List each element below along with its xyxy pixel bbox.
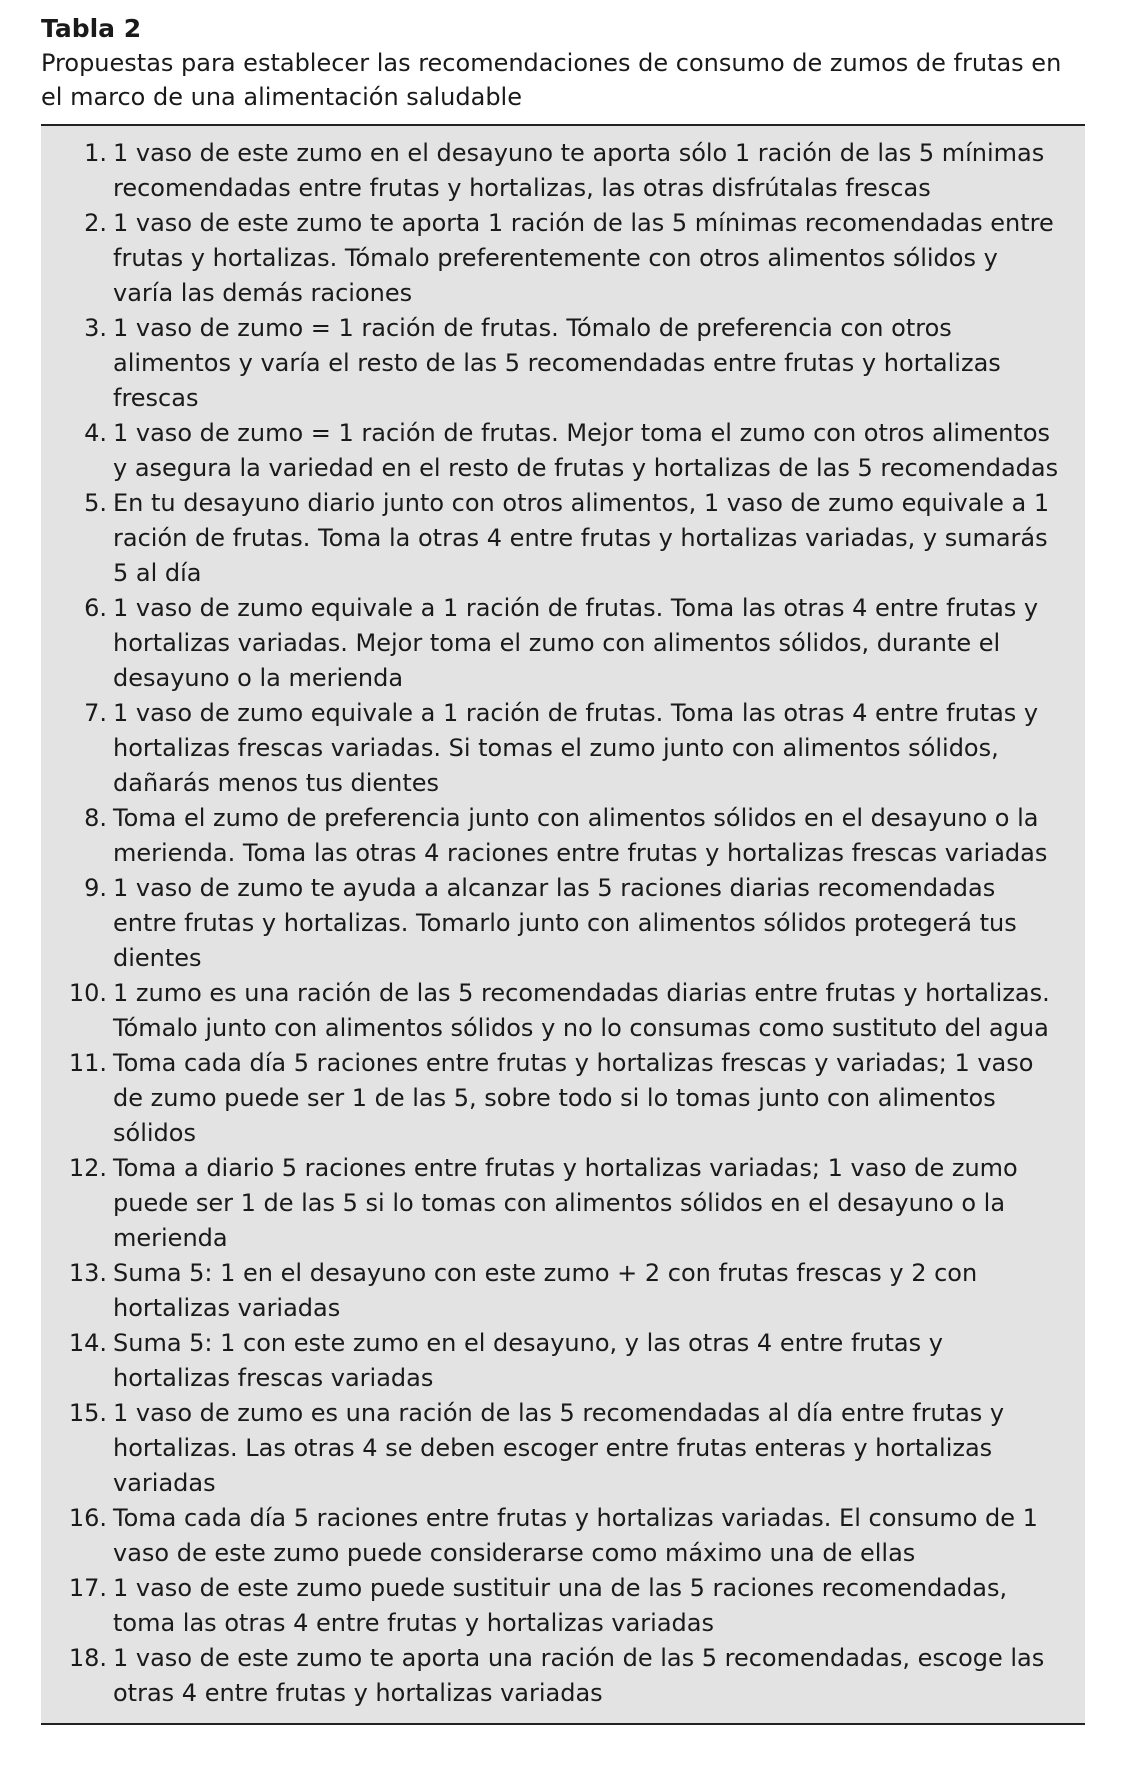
item-number: 1. bbox=[84, 139, 107, 167]
list-item bbox=[41, 1151, 1085, 1256]
list-item bbox=[41, 801, 1085, 871]
list-item bbox=[41, 591, 1085, 696]
item-text: 1 zumo es una ración de las 5 recomendadas diarias entre frutas y hortalizas. Tómalo junto con alimentos sólidos y no lo consumas como sustituto del agua bbox=[113, 979, 1050, 1042]
item-number: 7. bbox=[84, 699, 107, 727]
item-text: 1 vaso de este zumo te aporta una ración de las 5 recomendadas, escoge las otras 4 entre frutas y hortalizas variadas bbox=[113, 1644, 1045, 1707]
item-number: 4. bbox=[84, 419, 107, 447]
recommendation-list bbox=[41, 136, 1085, 1711]
list-item bbox=[41, 1326, 1085, 1396]
item-text: Toma el zumo de preferencia junto con alimentos sólidos en el desayuno o la merienda. Toma las otras 4 raciones entre frutas y hortalizas frescas variadas bbox=[113, 804, 1048, 867]
item-number: 18. bbox=[68, 1644, 107, 1672]
item-number: 6. bbox=[84, 594, 107, 622]
item-text: 1 vaso de zumo es una ración de las 5 recomendadas al día entre frutas y hortalizas. Las otras 4 se deben escoger entre frutas enteras y hortalizas variadas bbox=[113, 1399, 1005, 1497]
item-text: 1 vaso de zumo te ayuda a alcanzar las 5 raciones diarias recomendadas entre frutas y hortalizas. Tomarlo junto con alimentos sólidos protegerá tus dientes bbox=[113, 874, 1017, 972]
item-text: Suma 5: 1 en el desayuno con este zumo + 2 con frutas frescas y 2 con hortalizas variadas bbox=[113, 1259, 978, 1322]
item-text: 1 vaso de zumo = 1 ración de frutas. Tómalo de preferencia con otros alimentos y varía el resto de las 5 recomendadas entre frutas y hortalizas frescas bbox=[113, 314, 1001, 412]
item-text: 1 vaso de este zumo puede sustituir una de las 5 raciones recomendadas, toma las otras 4 entre frutas y hortalizas variadas bbox=[113, 1574, 1008, 1637]
list-item bbox=[41, 486, 1085, 591]
item-text: 1 vaso de zumo equivale a 1 ración de frutas. Toma las otras 4 entre frutas y hortalizas variadas. Mejor toma el zumo con alimentos sólidos, durante el desayuno o la merienda bbox=[113, 594, 1039, 692]
item-text: En tu desayuno diario junto con otros alimentos, 1 vaso de zumo equivale a 1 ración de frutas. Toma la otras 4 entre frutas y hortalizas variadas, y sumarás 5 al día bbox=[113, 489, 1050, 587]
item-text: Suma 5: 1 con este zumo en el desayuno, y las otras 4 entre frutas y hortalizas frescas variadas bbox=[113, 1329, 943, 1392]
list-item bbox=[41, 1256, 1085, 1326]
item-number: 13. bbox=[68, 1259, 107, 1287]
item-text: Toma a diario 5 raciones entre frutas y hortalizas variadas; 1 vaso de zumo puede ser 1 de las 5 si lo tomas con alimentos sólidos en el desayuno o la merienda bbox=[113, 1154, 1018, 1252]
item-text: 1 vaso de este zumo te aporta 1 ración de las 5 mínimas recomendadas entre frutas y hortalizas. Tómalo preferentemente con otros alimentos sólidos y varía las demás raciones bbox=[113, 209, 1054, 307]
item-number: 9. bbox=[84, 874, 107, 902]
item-number: 15. bbox=[68, 1399, 107, 1427]
table-body bbox=[41, 124, 1085, 1725]
item-number: 10. bbox=[68, 979, 107, 1007]
list-item bbox=[41, 136, 1085, 206]
item-number: 5. bbox=[84, 489, 107, 517]
list-item bbox=[41, 1046, 1085, 1151]
table-caption: Propuestas para establecer las recomendaciones de consumo de zumos de frutas en el marco de una alimentación saludable bbox=[41, 49, 1062, 111]
item-number: 3. bbox=[84, 314, 107, 342]
table-label: Tabla 2 bbox=[41, 14, 142, 43]
item-number: 11. bbox=[68, 1049, 107, 1077]
item-number: 12. bbox=[68, 1154, 107, 1182]
item-number: 17. bbox=[68, 1574, 107, 1602]
list-item bbox=[41, 416, 1085, 486]
item-text: Toma cada día 5 raciones entre frutas y hortalizas frescas y variadas; 1 vaso de zumo puede ser 1 de las 5, sobre todo si lo tomas junto con alimentos sólidos bbox=[113, 1049, 1034, 1147]
item-number: 8. bbox=[84, 804, 107, 832]
list-item bbox=[41, 206, 1085, 311]
item-text: Toma cada día 5 raciones entre frutas y hortalizas variadas. El consumo de 1 vaso de este zumo puede considerarse como máximo una de ellas bbox=[113, 1504, 1038, 1567]
list-item bbox=[41, 311, 1085, 416]
item-number: 14. bbox=[68, 1329, 107, 1357]
list-item bbox=[41, 976, 1085, 1046]
list-item bbox=[41, 871, 1085, 976]
table-document bbox=[41, 12, 1085, 1725]
list-item bbox=[41, 1396, 1085, 1501]
list-item bbox=[41, 1571, 1085, 1641]
item-text: 1 vaso de este zumo en el desayuno te aporta sólo 1 ración de las 5 mínimas recomendadas entre frutas y hortalizas, las otras disfrútalas frescas bbox=[113, 139, 1045, 202]
item-number: 2. bbox=[84, 209, 107, 237]
item-text: 1 vaso de zumo equivale a 1 ración de frutas. Toma las otras 4 entre frutas y hortalizas frescas variadas. Si tomas el zumo junto con alimentos sólidos, dañarás menos tus dientes bbox=[113, 699, 1039, 797]
item-text: 1 vaso de zumo = 1 ración de frutas. Mejor toma el zumo con otros alimentos y asegura la variedad en el resto de frutas y hortalizas de las 5 recomendadas bbox=[113, 419, 1059, 482]
item-number: 16. bbox=[68, 1504, 107, 1532]
list-item bbox=[41, 1641, 1085, 1711]
list-item bbox=[41, 696, 1085, 801]
list-item bbox=[41, 1501, 1085, 1571]
